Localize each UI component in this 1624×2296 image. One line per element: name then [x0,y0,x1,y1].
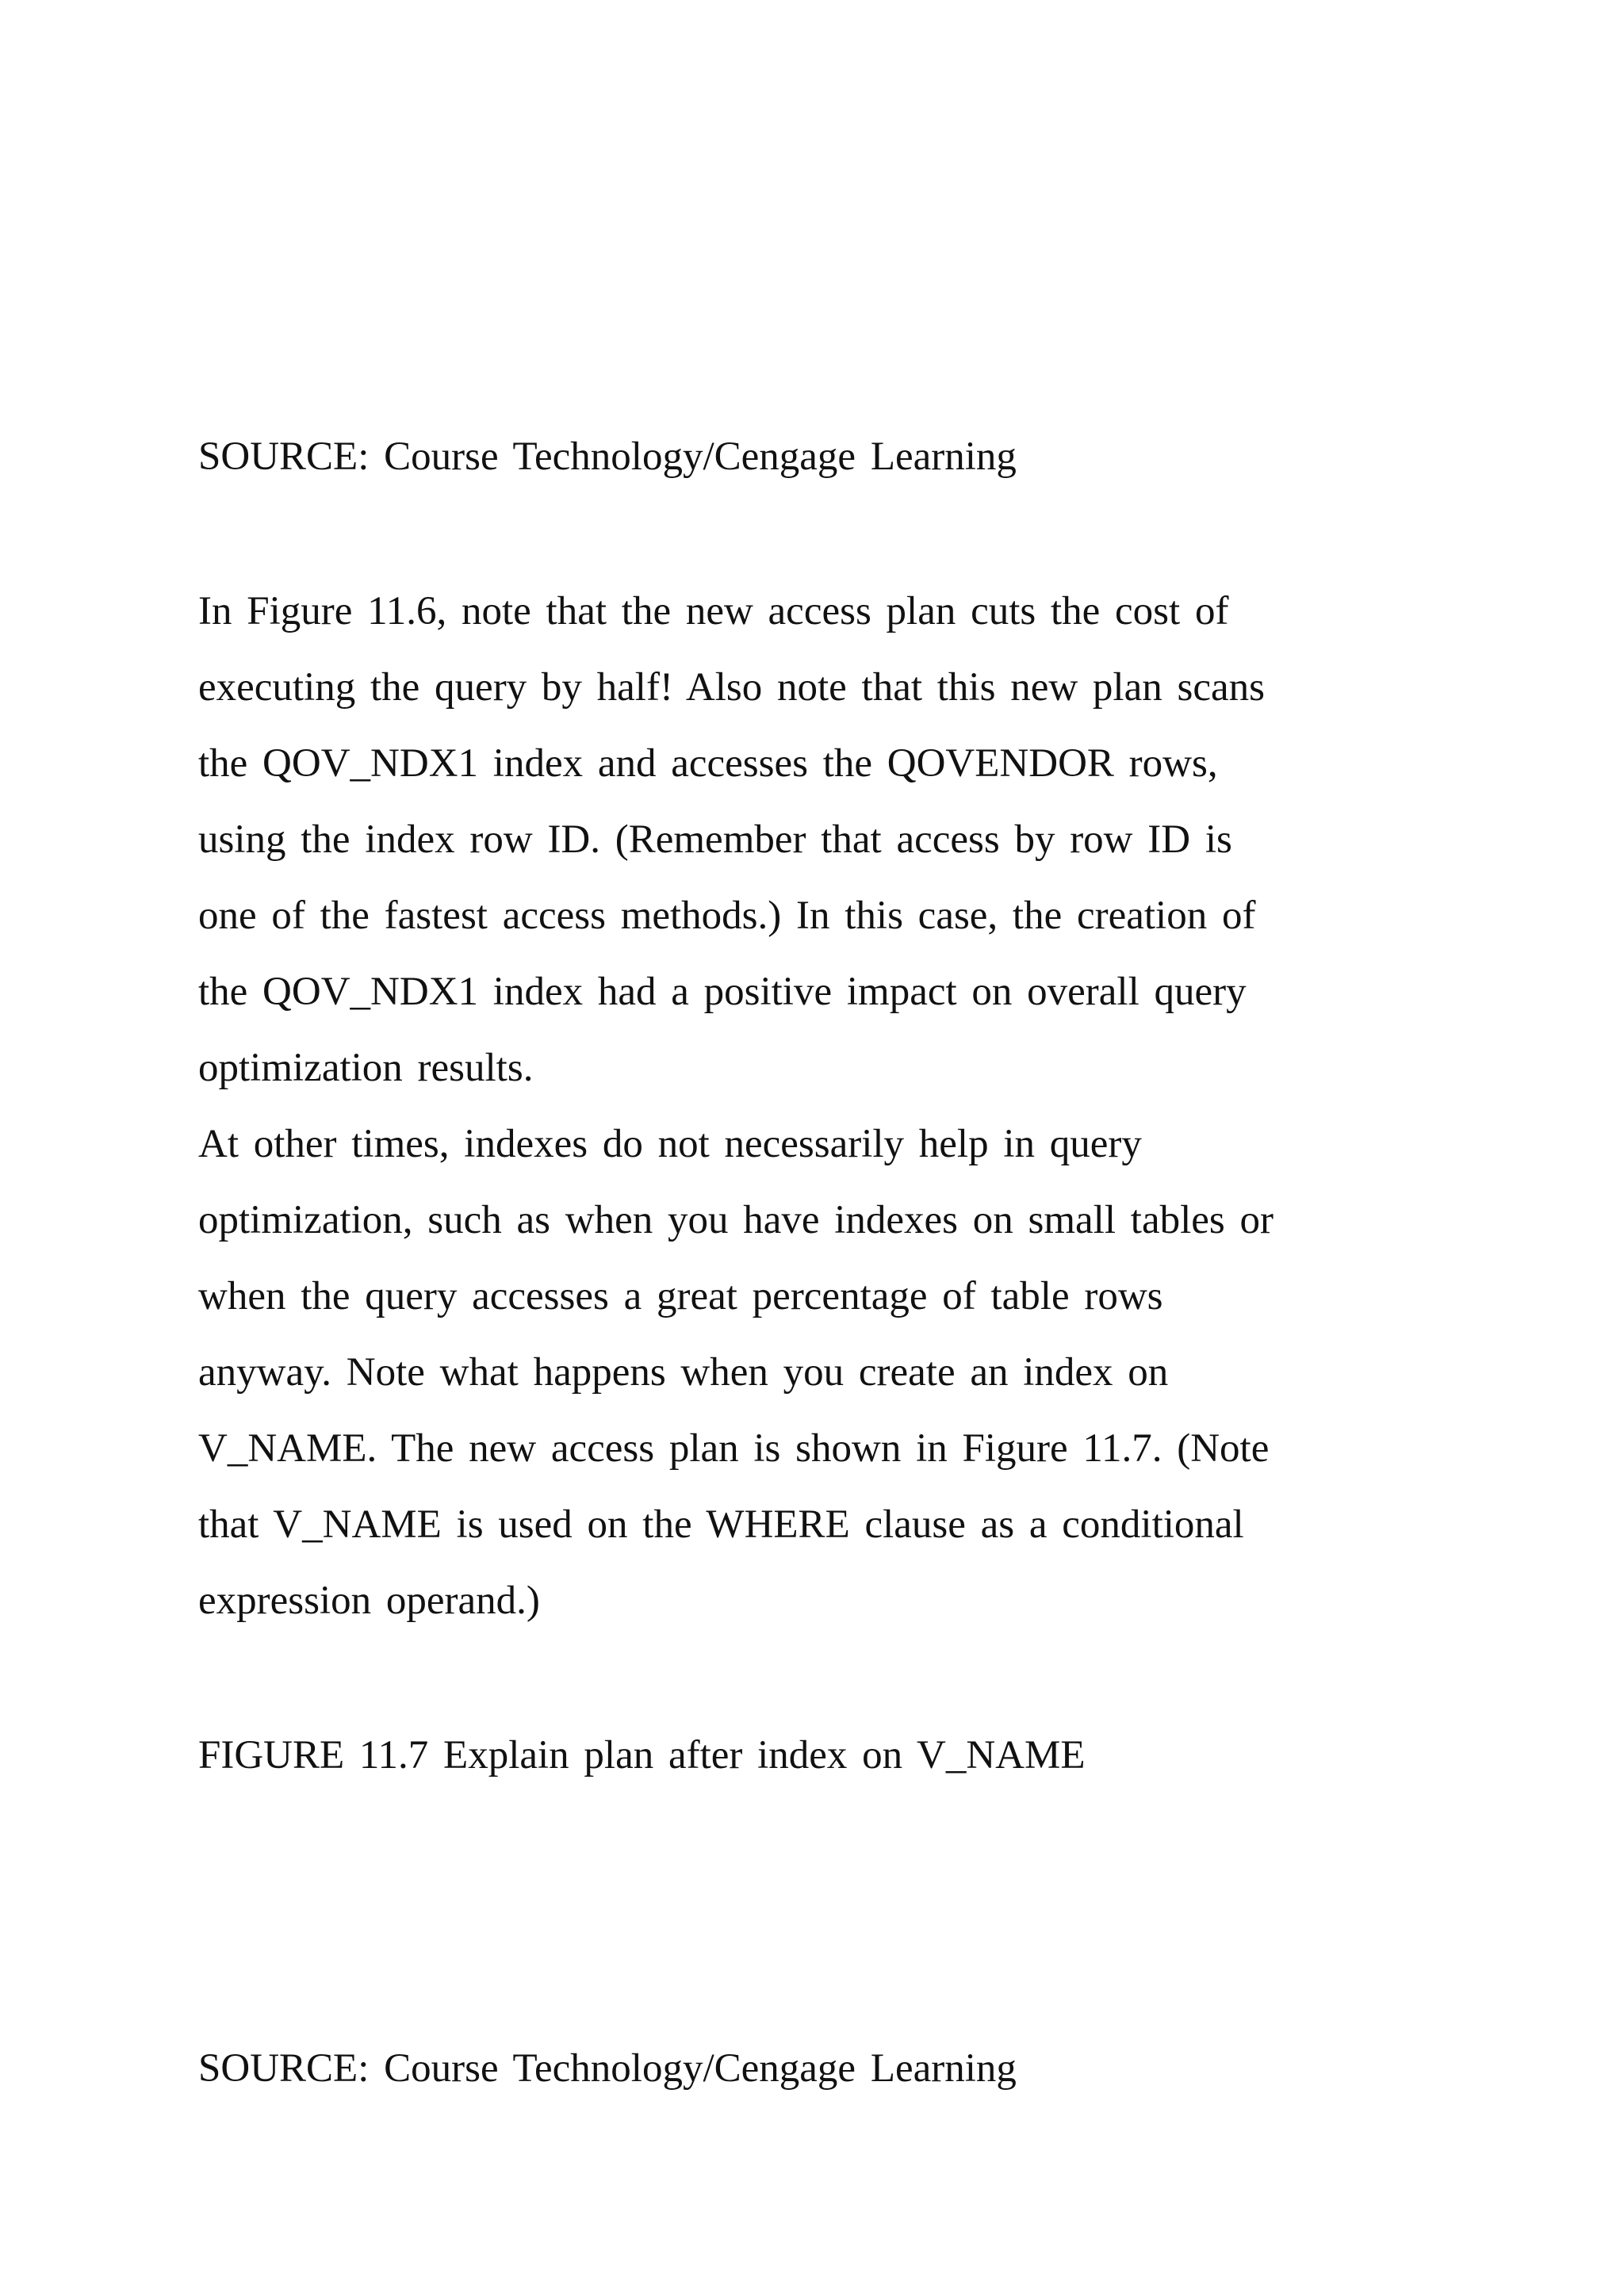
paragraph-2-line-4: anyway. Note what happens when you create an index on [198,1350,1169,1395]
paragraph-1-line-1: In Figure 11.6, note that the new access plan cuts the cost of [198,589,1229,633]
figure-caption: FIGURE 11.7 Explain plan after index on V_NAME [198,1733,1086,1777]
paragraph-1-line-5: one of the fastest access methods.) In this case, the creation of [198,894,1256,938]
paragraph-2-line-2: optimization, such as when you have indexes on small tables or [198,1198,1274,1242]
paragraph-2-line-1: At other times, indexes do not necessarily help in query [198,1122,1142,1166]
paragraph-1-line-2: executing the query by half! Also note that this new plan scans [198,665,1265,710]
source-credit-bottom: SOURCE: Course Technology/Cengage Learning [198,2046,1017,2091]
paragraph-1-line-4: using the index row ID. (Remember that access by row ID is [198,817,1232,862]
paragraph-2-line-7: expression operand.) [198,1578,540,1623]
paragraph-2-line-5: V_NAME. The new access plan is shown in Figure 11.7. (Note [198,1426,1270,1471]
source-credit-top: SOURCE: Course Technology/Cengage Learning [198,434,1017,479]
paragraph-1-line-3: the QOV_NDX1 index and accesses the QOVENDOR rows, [198,741,1218,786]
paragraph-1-line-6: the QOV_NDX1 index had a positive impact on overall query [198,970,1247,1014]
paragraph-2-line-6: that V_NAME is used on the WHERE clause as a conditional [198,1502,1244,1547]
paragraph-1-line-7: optimization results. [198,1046,534,1090]
paragraph-2-line-3: when the query accesses a great percentage of table rows [198,1274,1163,1318]
